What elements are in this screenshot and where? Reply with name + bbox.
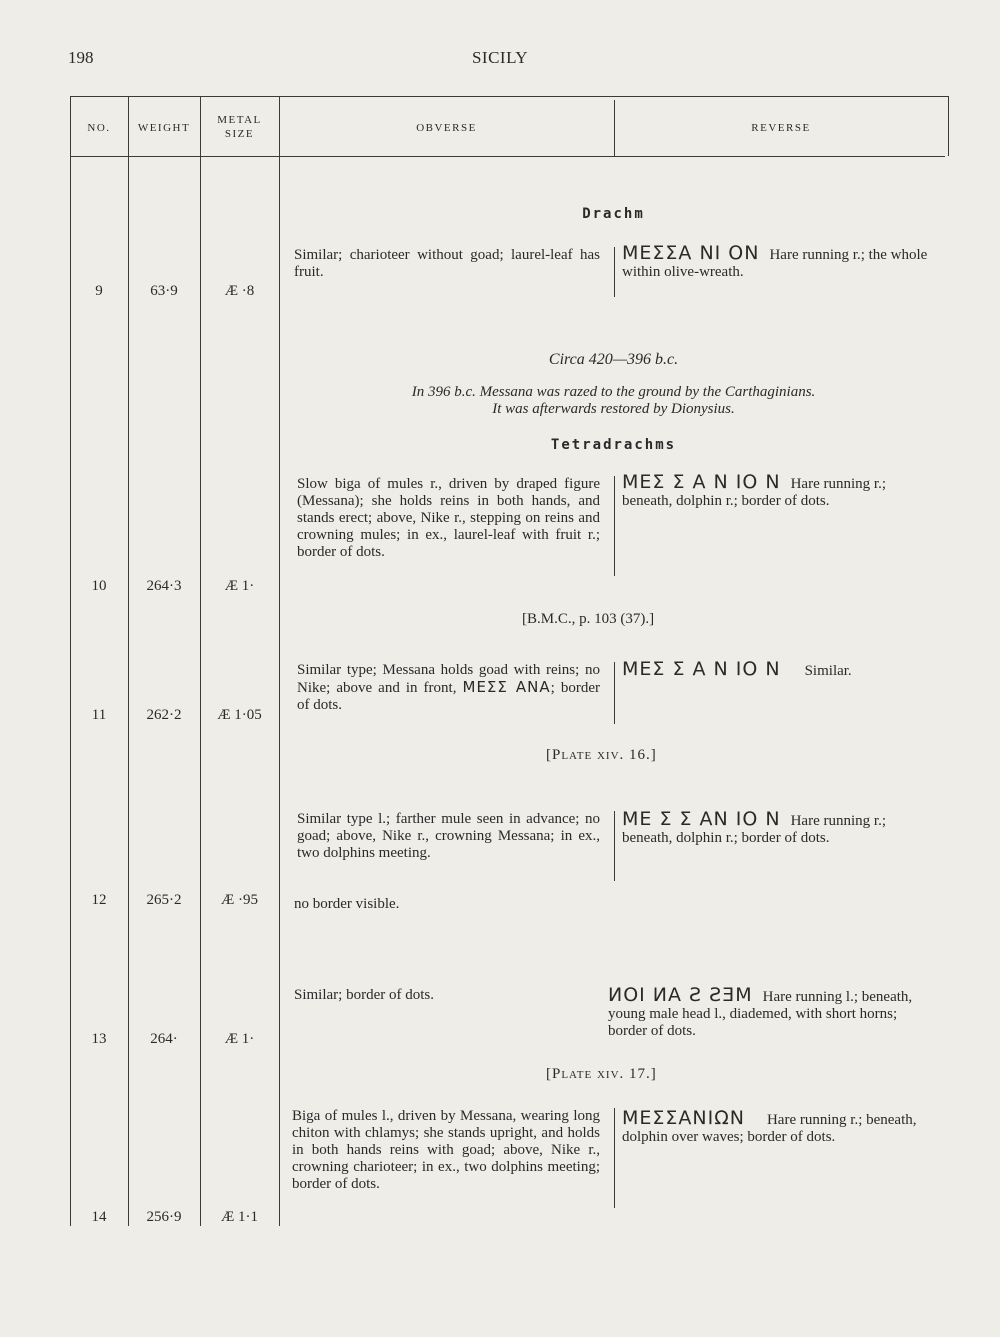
page-number: 198 bbox=[68, 48, 94, 67]
header-metal-size: METAL SIZE bbox=[217, 114, 262, 140]
obverse-description: Biga of mules l., driven by Messana, wearing long chiton with chlamys; she stands upright, and holds in both hands reins with goad; above, Nike r., crowning charioteer; in ex., two dolphins meeting; border of dots. bbox=[292, 1108, 600, 1192]
coin-metal-size: Æ ·95 bbox=[220, 892, 259, 908]
obverse-description: Slow biga of mules r., driven by draped figure (Messana); she holds reins in both hands, and stands erect; above, Nike r., stepping on reins and crowning mules; in ex., laurel-leaf with fruit r.; border of dots. bbox=[297, 476, 600, 560]
coin-metal-size: Æ ·8 bbox=[224, 283, 255, 299]
section-heading-drachm: Drachm bbox=[582, 206, 645, 222]
coin-number: 9 bbox=[95, 283, 103, 299]
reverse-description: ΜΕΣ Σ Α Ν ΙΟ Ν Hare running r.; beneath, dolphin r.; border of dots. bbox=[622, 471, 886, 509]
running-title: SICILY bbox=[471, 48, 529, 67]
section-note: In 396 b.c. Messana was razed to the ground by the Carthaginians. It was afterwards restored by Dionysius. bbox=[411, 384, 816, 417]
coin-weight: 265·2 bbox=[146, 892, 182, 908]
coin-legend: ΜΕΣΣΑΝΙΩΝ bbox=[622, 1107, 745, 1129]
coin-weight: 264· bbox=[150, 1031, 178, 1047]
cell-divider bbox=[614, 1108, 615, 1208]
reverse-description: ΜΕΣ Σ Α Ν ΙΟ Ν Similar. bbox=[622, 658, 852, 680]
header-bottom-rule bbox=[70, 156, 945, 157]
cell-divider bbox=[614, 247, 615, 297]
reference: [B.M.C., p. 103 (37).] bbox=[522, 611, 655, 627]
coin-number: 12 bbox=[91, 892, 107, 908]
coin-metal-size: Æ 1· bbox=[224, 578, 255, 594]
coin-legend: ΜΕ Σ Σ ΑΝ ΙΟ Ν bbox=[622, 808, 781, 830]
column-rule bbox=[200, 96, 201, 1226]
header-obverse: OBVERSE bbox=[416, 122, 477, 134]
section-date: Circa 420—396 b.c. bbox=[548, 351, 679, 368]
section-heading-tetradrachms: Tetradrachms bbox=[550, 437, 677, 453]
obverse-description: Similar type l.; farther mule seen in advance; no goad; above, Nike r., crowning Messana; in ex., two dolphins meeting. bbox=[297, 811, 600, 861]
header-no: NO. bbox=[87, 122, 111, 134]
cell-divider bbox=[614, 476, 615, 576]
header-reverse: REVERSE bbox=[751, 122, 811, 134]
coin-number: 11 bbox=[91, 707, 107, 723]
column-rule bbox=[948, 96, 949, 156]
plate-reference: [Plate xiv. 16.] bbox=[546, 747, 657, 763]
cell-divider bbox=[614, 662, 615, 724]
coin-number: 10 bbox=[91, 578, 107, 594]
column-rule bbox=[128, 96, 129, 1226]
cell-divider bbox=[614, 811, 615, 881]
coin-metal-size: Æ 1· bbox=[224, 1031, 255, 1047]
coin-legend: ΜΕΣΣ ΑΝΑ bbox=[462, 678, 551, 696]
reverse-description: ΜΕ Σ Σ ΑΝ ΙΟ Ν Hare running r.; beneath, dolphin r.; border of dots. bbox=[622, 808, 886, 846]
obverse-description: Similar type; Messana holds goad with reins; no Nike; above and in front, ΜΕΣΣ ΑΝΑ; border of dots. bbox=[297, 662, 601, 713]
obverse-description: Similar; border of dots. bbox=[294, 987, 434, 1003]
coin-metal-size: Æ 1·05 bbox=[217, 707, 262, 723]
column-rule bbox=[279, 96, 280, 1226]
coin-number: 14 bbox=[91, 1209, 107, 1225]
coin-legend: ΜΕΣ Σ Α Ν ΙΟ Ν bbox=[622, 471, 781, 493]
coin-metal-size: Æ 1·1 bbox=[220, 1209, 259, 1225]
column-rule bbox=[70, 96, 71, 1226]
coin-legend: ΜΕΣ Σ Α Ν ΙΟ Ν bbox=[622, 658, 781, 680]
coin-weight: 63·9 bbox=[150, 283, 178, 299]
coin-number: 13 bbox=[91, 1031, 107, 1047]
coin-legend: ΜΕΣΣΑ ΝΙ ΟΝ bbox=[622, 242, 760, 264]
header-weight: WEIGHT bbox=[137, 122, 191, 134]
coin-legend: ИOI ИA Ƨ ƧƎM bbox=[608, 984, 753, 1006]
obverse-note: no border visible. bbox=[294, 896, 400, 912]
plate-reference: [Plate xiv. 17.] bbox=[546, 1066, 657, 1082]
coin-weight: 262·2 bbox=[146, 707, 182, 723]
table-top-rule bbox=[70, 96, 948, 97]
coin-weight: 256·9 bbox=[146, 1209, 182, 1225]
reverse-description: ΜΕΣΣΑ ΝΙ ΟΝ Hare running r.; the whole within olive-wreath. bbox=[622, 242, 928, 280]
reverse-description: ΜΕΣΣΑΝΙΩΝ Hare running r.; beneath, dolphin over waves; border of dots. bbox=[622, 1107, 917, 1145]
coin-weight: 264·3 bbox=[146, 578, 182, 594]
reverse-description: ИOI ИA Ƨ ƧƎM Hare running l.; beneath, young male head l., diademed, with short horns; border of dots. bbox=[608, 984, 913, 1039]
obverse-description: Similar; charioteer without goad; laurel-leaf has fruit. bbox=[294, 247, 600, 280]
